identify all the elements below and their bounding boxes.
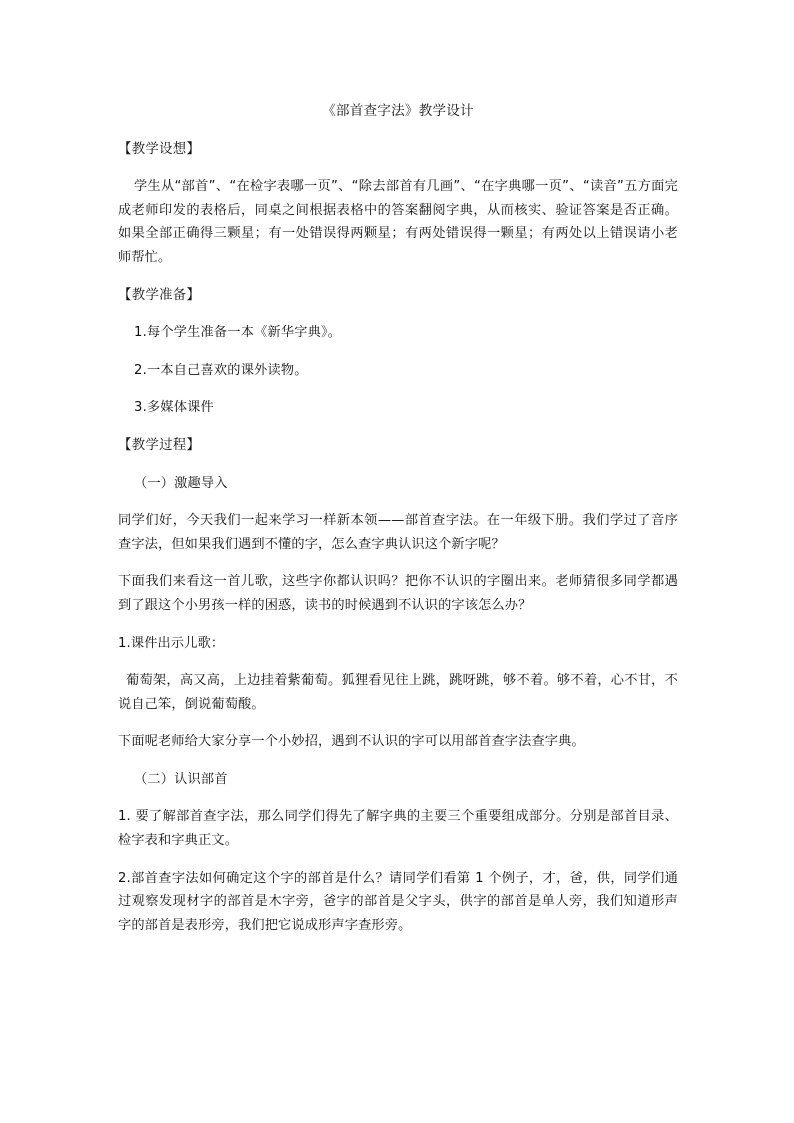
prep-item-3: 3.多媒体课件 [134,400,214,416]
process-part1-paragraph-2: 下面我们来看这一首儿歌，这些字你都认识吗？把你不认识的字圈出来。老师猜很多同学都遇到了跟这个小男孩一样的困惑，读书的时候遇到不认识的字该怎么办？ [118,574,678,613]
prep-item-1: 1.每个学生准备一本《新华字典》。 [134,325,342,341]
section-heading-process: 【教学过程】 [118,437,201,453]
prep-item-2: 2.一本自己喜欢的课外读物。 [134,362,308,378]
process-part1-heading: （一）激趣导入 [134,475,228,491]
process-part1-paragraph-1: 同学们好，今天我们一起来学习一样新本领——部首查字法。在一年级下册。我们学过了音序查字法，但如果我们遇到不懂的字，怎么查字典认识这个新字呢？ [118,513,678,552]
process-part1-paragraph-3: 1.课件出示儿歌： [118,635,225,651]
section-heading-prep: 【教学准备】 [118,287,201,303]
document-title: 《部首查字法》教学设计 [322,103,474,119]
process-part2-paragraph-1: 1. 要了解部首查字法，那么同学们得先了解字典的主要三个重要组成部分。分别是部首目录、检字表和字典正文。 [118,809,678,849]
document-content [118,100,678,951]
idea-paragraph: 学生从“部首”、“在检字表哪一页”、“除去部首有几画”、“在字典哪一页”、“读音”五方面完成老师印发的表格后，同桌之间根据表格中的答案翻阅字典，从而核实、验证答案是否正确。如果全部正确得三颗星；有一处错误得两颗星；有两处错误得一颗星；有两处以上错误请小老师帮忙。 [118,179,678,265]
process-part1-paragraph-5: 下面呢老师给大家分享一个小妙招，遇到不认识的字可以用部首查字法查字典。 [118,734,585,750]
process-part2-heading: （二）认识部首 [134,771,228,787]
section-heading-idea: 【教学设想】 [118,141,201,157]
process-part2-paragraph-2: 2.部首查字法如何确定这个字的部首是什么？请同学们看第 1 个例子，才，爸，供，同学们通过观察发现材字的部首是木字旁，爸字的部首是父字头，供字的部首是单人旁，我们知道形声字的部首是表形旁，我们把它说成形声字查形旁。 [118,870,678,933]
process-part1-poem: 葡萄架，高又高，上边挂着紫葡萄。狐狸看见往上跳，跳呀跳，够不着。够不着，心不甘，不说自己笨，倒说葡萄酸。 [118,673,678,712]
